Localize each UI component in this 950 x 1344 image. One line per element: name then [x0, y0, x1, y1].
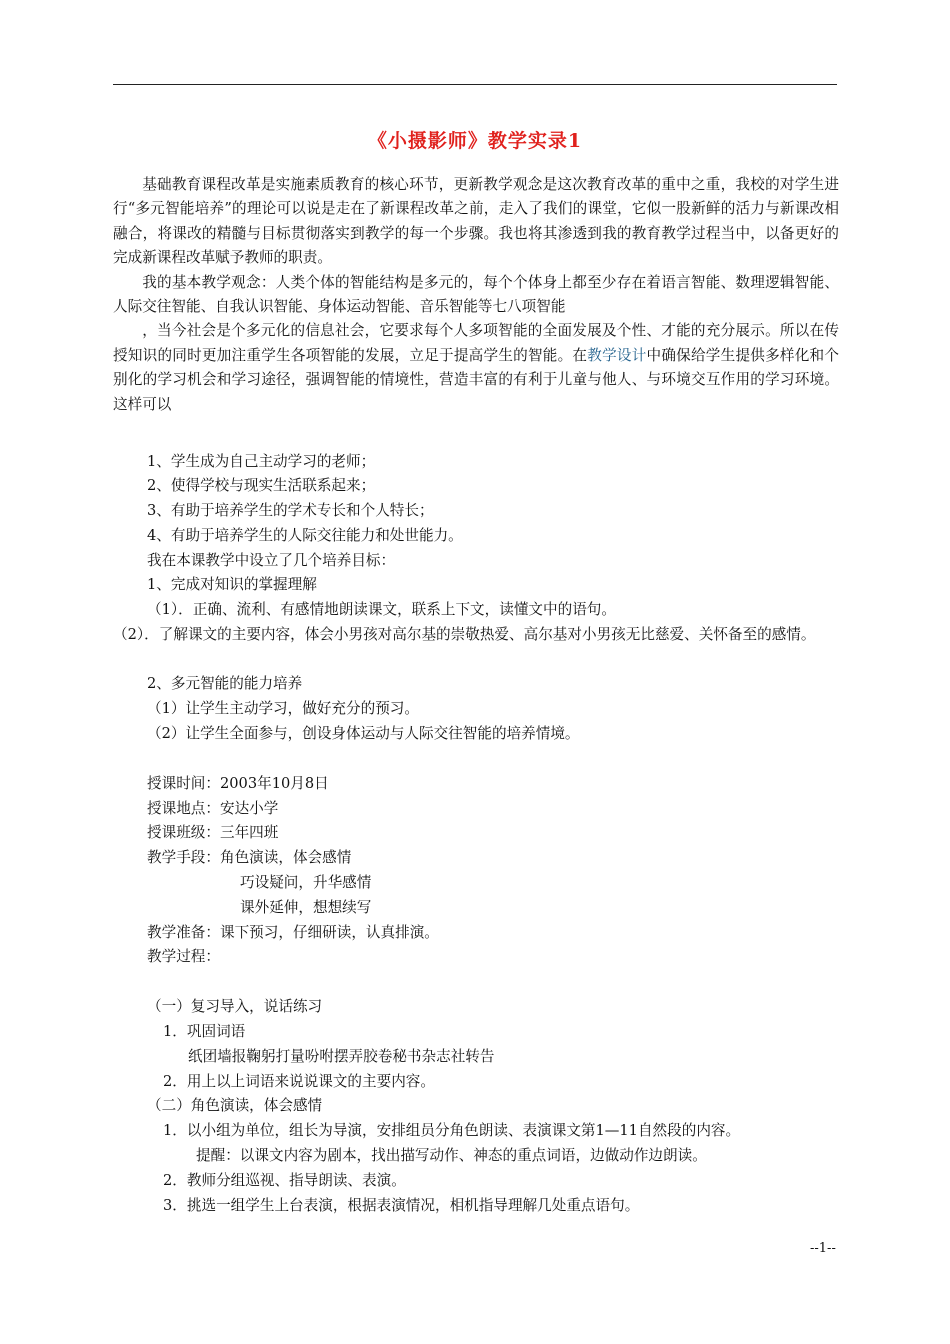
intro-paragraph-3-end: 中确保给学生提供多样化和个别化的学习机会和学习途径，强调智能的情境性，营造丰富的有利于儿童与他人、与环境交互作用的学习环境。这样可以: [113, 346, 839, 413]
header-rule: [113, 84, 837, 85]
process-step-2-1: 1．以小组为单位，组长为导演，安排组员分角色朗读、表演课文第1—11自然段的内容。: [163, 1122, 741, 1139]
page-number: --1--: [810, 1241, 836, 1256]
lesson-time: 授课时间：2003年10月8日: [147, 775, 329, 792]
process-step-1-1: 1．巩固词语: [163, 1023, 246, 1040]
benefit-item: 4、有助于培养学生的人际交往能力和处世能力。: [147, 527, 463, 544]
teaching-means: 教学手段：角色演读，体会感情: [147, 849, 352, 866]
teaching-process-label: 教学过程：: [147, 948, 220, 965]
teaching-design-link[interactable]: 教学设计: [587, 346, 647, 364]
goal-item-1-1: （1）．正确、流利、有感情地朗读课文，联系上下文，读懂文中的语句。: [147, 601, 616, 618]
benefit-item: 1、学生成为自己主动学习的老师；: [147, 453, 376, 470]
goal-heading-1: 1、完成对知识的掌握理解: [147, 576, 317, 593]
process-section-1: （一）复习导入，说话练习: [147, 998, 323, 1015]
intro-section: [113, 173, 839, 417]
intro-paragraph-3-start: ，当今社会是个多元化的信息社会，它要求每个人多项智能的全面发展及个性、才能的充分展示。所以在传授知识的同时更加注重学生各项智能的发展，立足于提高学生的智能。在: [113, 322, 839, 364]
lesson-place: 授课地点：安达小学: [147, 800, 279, 817]
intro-paragraph-3: [113, 319, 839, 417]
benefit-item: 2、使得学校与现实生活联系起来；: [147, 477, 376, 494]
vocab-words: 纸团墙报鞠躬打量吩咐摆弄胶卷秘书杂志社转告: [188, 1048, 495, 1065]
lesson-class: 授课班级：三年四班: [147, 824, 279, 841]
goal-item-1-2-block: [113, 623, 839, 647]
goal-item-1-2: （2）．了解课文的主要内容，体会小男孩对高尔基的崇敬热爱、高尔基对小男孩无比慈爱、关怀备至的感情。: [113, 626, 816, 643]
process-step-1-2: 2．用上以上词语来说说课文的主要内容。: [163, 1073, 435, 1090]
intro-paragraph-2: 我的基本教学观念：人类个体的智能结构是多元的，每个个体身上都至少存在着语言智能、数理逻辑智能、人际交往智能、自我认识智能、身体运动智能、音乐智能等七八项智能: [113, 273, 839, 316]
process-tip: 提醒：以课文内容为剧本，找出描写动作、神态的重点词语，边做动作边朗读。: [196, 1147, 707, 1164]
benefit-item: 3、有助于培养学生的学术专长和个人特长；: [147, 502, 434, 519]
goal-item-2-2: （2）让学生全面参与，创设身体运动与人际交往智能的培养情境。: [147, 725, 580, 742]
goal-item-2-1: （1）让学生主动学习，做好充分的预习。: [147, 700, 419, 717]
process-step-2-3: 3．挑选一组学生上台表演，根据表演情况，相机指导理解几处重点语句。: [163, 1197, 640, 1214]
intro-paragraph-1: 基础教育课程改革是实施素质教育的核心环节，更新教学观念是这次教育改革的重中之重，我校的对学生进行“多元智能培养”的理论可以说是走在了新课程改革之前，走入了我们的课堂，它似一股新鲜的活力与新课改相融合，将课改的精髓与目标贯彻落实到教学的每一个步骤。我也将其渗透到我的教育教学过程当中，以备更好的完成新课程改革赋予教师的职责。: [113, 176, 839, 267]
teaching-means-3: 课外延伸，想想续写: [240, 899, 372, 916]
process-step-2-2: 2．教师分组巡视、指导朗读、表演。: [163, 1172, 406, 1189]
goal-heading-2: 2、多元智能的能力培养: [147, 675, 303, 692]
page-title: 《小摄影师》教学实录1: [367, 130, 583, 152]
process-section-2: （二）角色演读，体会感情: [147, 1097, 323, 1114]
goals-intro: 我在本课教学中设立了几个培养目标：: [147, 552, 396, 569]
teaching-prep: 教学准备：课下预习，仔细研读，认真排演。: [147, 924, 439, 941]
teaching-means-2: 巧设疑问，升华感情: [240, 874, 372, 891]
